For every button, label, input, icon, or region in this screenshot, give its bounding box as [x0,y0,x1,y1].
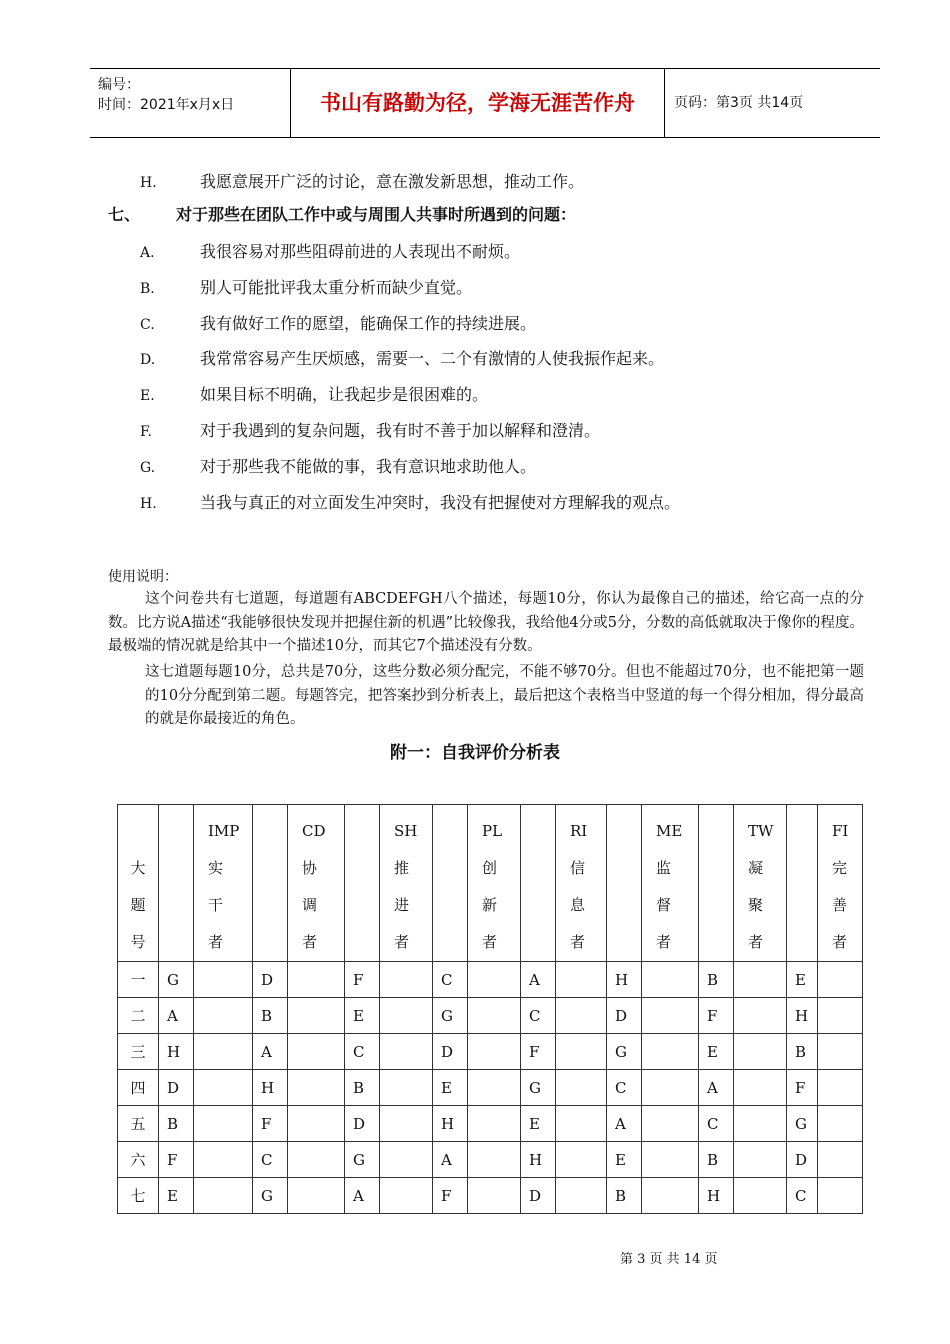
letter-cell: D [345,1106,380,1142]
letter-header-cell [253,805,288,962]
letter-header-cell [433,805,468,962]
letter-cell: B [787,1034,818,1070]
letter-cell: C [607,1070,642,1106]
letter-cell: F [521,1034,556,1070]
header-char: TW [748,822,774,840]
analysis-table [117,804,863,1214]
score-cell[interactable] [734,1070,787,1106]
score-cell[interactable] [288,1142,345,1178]
header-char: 完 [832,859,848,877]
score-cell[interactable] [734,1178,787,1214]
score-cell[interactable] [194,1034,253,1070]
option-text: 对于我遇到的复杂问题，我有时不善于加以解释和澄清。 [200,421,601,440]
letter-cell: C [253,1142,288,1178]
option-item [140,491,680,515]
letter-cell: C [521,998,556,1034]
letter-header-cell [159,805,194,962]
letter-cell: B [345,1070,380,1106]
header-char: 号 [130,933,146,951]
letter-cell: B [699,1142,734,1178]
header-char: 进 [394,896,410,914]
table-title: 附一：自我评价分析表 [390,743,560,763]
score-cell[interactable] [818,1142,863,1178]
question-number-cell: 六 [118,1142,159,1178]
score-cell[interactable] [734,1106,787,1142]
score-cell[interactable] [468,1106,521,1142]
letter-header-cell [521,805,556,962]
score-cell[interactable] [734,962,787,998]
score-cell[interactable] [288,1106,345,1142]
score-cell[interactable] [642,1106,699,1142]
option-text: 我有做好工作的愿望，能确保工作的持续进展。 [200,313,537,333]
option-text: 我常常容易产生厌烦感，需要一、二个有激情的人使我振作起来。 [200,349,665,369]
option-item [140,419,600,443]
score-cell[interactable] [380,1142,433,1178]
letter-cell: A [253,1034,288,1070]
option-letter: D. [140,352,156,369]
header-char: 善 [832,896,848,914]
header-char: 聚 [748,896,764,914]
score-cell[interactable] [468,962,521,998]
letter-cell: E [787,962,818,998]
option-item [140,170,584,194]
score-cell[interactable] [194,1070,253,1106]
table-row [118,998,863,1034]
letter-cell: C [433,962,468,998]
score-cell[interactable] [556,1106,607,1142]
option-letter: A. [140,245,155,261]
header-char: 者 [832,933,848,951]
header-char: RI [570,822,588,840]
score-cell[interactable] [642,998,699,1034]
letter-cell: A [433,1142,468,1178]
question-number-cell: 七 [118,1178,159,1214]
letter-cell: D [521,1178,556,1214]
table-row [118,1142,863,1178]
role-header-sh [380,805,433,962]
option-item [140,347,664,371]
letter-cell: G [787,1106,818,1142]
letter-cell: F [433,1178,468,1214]
score-cell[interactable] [288,1034,345,1070]
letter-cell: H [607,962,642,998]
letter-cell: B [159,1106,194,1142]
letter-header-cell [345,805,380,962]
header-char: PL [482,822,503,840]
footer-page-number: 第 3 页 共 14 页 [620,1252,718,1267]
header-char: 调 [302,896,318,914]
score-cell[interactable] [556,962,607,998]
option-text: 别人可能批评我太重分析而缺少直觉。 [200,277,473,297]
score-cell[interactable] [380,1178,433,1214]
score-cell[interactable] [468,1178,521,1214]
letter-cell: G [433,998,468,1034]
score-cell[interactable] [642,1142,699,1178]
instructions-paragraph-1: 这个问卷共有七道题，每道题有ABCDEFGH八个描述，每题10分，你认为最像自己的描述，给它高一点的分数。比方说A描述“我能够很快发现并把握住新的机遇”比较像我，我给他4分或5分，分数的高低就取决于像你的程度。最极端的情况就是给其中一个描述10分，而其它7个描述没有分数。 [108,591,864,654]
letter-header-cell [699,805,734,962]
score-cell[interactable] [818,998,863,1034]
header-char: ME [656,822,683,840]
letter-cell: H [159,1034,194,1070]
table-row [118,1070,863,1106]
letter-cell: C [787,1178,818,1214]
score-cell[interactable] [642,962,699,998]
header-char: 者 [656,933,672,951]
letter-cell: A [159,998,194,1034]
header-char: 监 [656,859,672,877]
header-char: 创 [482,859,498,877]
score-cell[interactable] [194,998,253,1034]
score-cell[interactable] [556,1142,607,1178]
option-item [140,383,488,407]
score-cell[interactable] [468,1142,521,1178]
header-char: 者 [482,933,498,951]
letter-cell: E [433,1070,468,1106]
score-cell[interactable] [556,1178,607,1214]
score-cell[interactable] [642,1034,699,1070]
option-letter: F. [140,424,152,440]
table-header-row [118,805,863,962]
role-header-cd [288,805,345,962]
option-item [140,312,536,336]
header-char: 者 [394,933,410,951]
letter-cell: A [345,1178,380,1214]
role-header-imp [194,805,253,962]
role-header-pl [468,805,521,962]
score-cell[interactable] [380,998,433,1034]
letter-cell: H [787,998,818,1034]
option-text: 对于那些我不能做的事，我有意识地求助他人。 [200,456,537,476]
header-char: 实 [208,859,224,877]
score-cell[interactable] [194,1178,253,1214]
letter-cell: D [787,1142,818,1178]
question-number-cell: 五 [118,1106,159,1142]
score-cell[interactable] [734,1034,787,1070]
option-letter: H. [140,175,157,191]
header-char: 息 [570,896,586,914]
score-cell[interactable] [288,998,345,1034]
instructions-paragraph-2: 这七道题每题10分，总共是70分，这些分数必须分配完，不能不够70分。但也不能超过70分，也不能把第一题的10分分配到第二题。每题答完，把答案抄到分析表上，最后把这个表格当中竖道的每一个得分相加，得分最高的就是你最接近的角色。 [145,664,864,727]
option-text: 我愿意展开广泛的讨论，意在激发新思想，推动工作。 [200,172,585,191]
score-cell[interactable] [818,1106,863,1142]
letter-cell: H [521,1142,556,1178]
letter-cell: D [433,1034,468,1070]
role-header-ri [556,805,607,962]
role-header-me [642,805,699,962]
score-cell[interactable] [556,1034,607,1070]
score-cell[interactable] [380,1034,433,1070]
table-row [118,1034,863,1070]
option-item [140,455,536,479]
letter-cell: B [699,962,734,998]
header-char: SH [394,822,418,840]
score-cell[interactable] [468,998,521,1034]
question-number-cell: 三 [118,1034,159,1070]
header-char: 干 [208,896,224,914]
score-cell[interactable] [642,1178,699,1214]
letter-header-cell [607,805,642,962]
row-header-cell [118,805,159,962]
question-number-cell: 四 [118,1070,159,1106]
role-header-fi [818,805,863,962]
letter-cell: G [607,1034,642,1070]
option-text: 我很容易对那些阻碍前进的人表现出不耐烦。 [200,242,521,261]
header-char: 新 [482,896,498,914]
letter-cell: E [607,1142,642,1178]
letter-cell: B [607,1178,642,1214]
letter-cell: C [345,1034,380,1070]
score-cell[interactable] [380,962,433,998]
letter-cell: D [607,998,642,1034]
header-char: 凝 [748,859,764,877]
letter-cell: A [521,962,556,998]
instructions-label: 使用说明： [108,569,178,585]
letter-cell: G [521,1070,556,1106]
score-cell[interactable] [380,1106,433,1142]
question-number: 七、 [108,205,141,224]
score-cell[interactable] [556,998,607,1034]
table-row [118,1178,863,1214]
letter-cell: E [699,1034,734,1070]
letter-cell: D [253,962,288,998]
letter-cell: A [607,1106,642,1142]
letter-header-cell [787,805,818,962]
letter-cell: A [699,1070,734,1106]
letter-cell: F [345,962,380,998]
score-cell[interactable] [194,962,253,998]
option-item [140,276,472,300]
score-cell[interactable] [818,1070,863,1106]
option-item [140,240,520,264]
letter-cell: G [159,962,194,998]
letter-cell: G [345,1142,380,1178]
score-cell[interactable] [818,962,863,998]
letter-cell: D [159,1070,194,1106]
letter-cell: F [787,1070,818,1106]
header-char: CD [302,822,326,840]
question-number-cell: 一 [118,962,159,998]
header-char: 题 [130,896,146,914]
option-letter: C. [140,316,155,333]
header-char: IMP [208,822,240,840]
page-header [90,68,880,138]
header-char: 者 [570,933,586,951]
letter-cell: H [253,1070,288,1106]
score-cell[interactable] [194,1142,253,1178]
letter-cell: E [521,1106,556,1142]
table-row [118,962,863,998]
header-page-info: 页码：第3页 共14页 [674,95,804,111]
letter-cell: F [253,1106,288,1142]
score-cell[interactable] [734,1142,787,1178]
score-cell[interactable] [642,1070,699,1106]
score-cell[interactable] [818,1178,863,1214]
number-label: 编号： [98,77,140,93]
letter-cell: B [253,998,288,1034]
question-number-cell: 二 [118,998,159,1034]
option-letter: E. [140,388,155,405]
table-row [118,1106,863,1142]
score-cell[interactable] [468,1034,521,1070]
letter-cell: F [699,998,734,1034]
header-char: 者 [208,933,224,951]
option-letter: B. [140,280,155,297]
header-char: 信 [570,859,586,877]
header-char: 者 [302,933,318,951]
question-title [108,203,576,227]
header-char: 大 [130,859,146,877]
header-char: 者 [748,933,764,951]
header-divider [664,69,665,137]
header-char: 推 [394,859,410,877]
letter-cell: C [699,1106,734,1142]
letter-cell: H [699,1178,734,1214]
score-cell[interactable] [194,1106,253,1142]
score-cell[interactable] [818,1034,863,1070]
option-letter: G. [140,459,156,476]
header-motto: 书山有路勤为径，学海无涯苦作舟 [320,91,635,115]
score-cell[interactable] [380,1070,433,1106]
time-label: 时间：2021年x月x日 [98,97,235,113]
score-cell[interactable] [556,1070,607,1106]
letter-cell: E [345,998,380,1034]
score-cell[interactable] [288,962,345,998]
letter-cell: F [159,1142,194,1178]
role-header-tw [734,805,787,962]
letter-cell: H [433,1106,468,1142]
header-char: FI [832,822,849,840]
score-cell[interactable] [288,1178,345,1214]
score-cell[interactable] [288,1070,345,1106]
score-cell[interactable] [734,998,787,1034]
score-cell[interactable] [468,1070,521,1106]
header-char: 督 [656,896,672,914]
option-text: 当我与真正的对立面发生冲突时，我没有把握使对方理解我的观点。 [200,492,681,512]
option-text: 如果目标不明确，让我起步是很困难的。 [200,385,489,405]
header-meta [98,75,288,115]
letter-cell: E [159,1178,194,1214]
letter-cell: G [253,1178,288,1214]
question-text: 对于那些在团队工作中或与周围人共事时所遇到的问题： [176,205,577,224]
option-letter: H. [140,495,157,512]
header-char: 协 [302,859,318,877]
